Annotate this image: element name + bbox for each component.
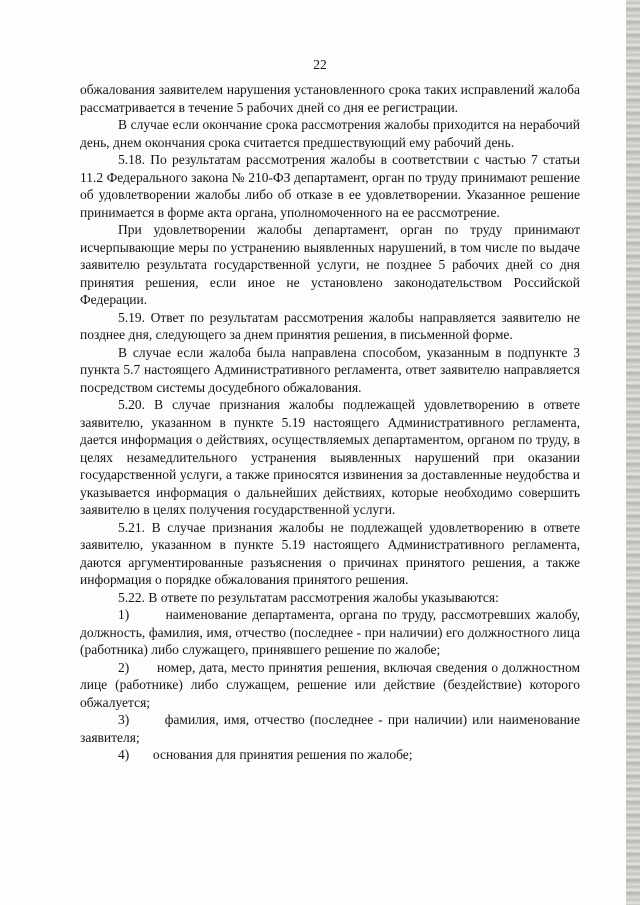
list-item-number: 2) bbox=[118, 659, 130, 675]
list-item-text: основания для принятия решения по жалобе; bbox=[152, 747, 413, 762]
list-item bbox=[80, 659, 580, 712]
list-item-number: 1) bbox=[118, 607, 130, 622]
paragraph: обжалования заявителем нарушения установленного срока таких исправлений жалоба рассматривается в течение 5 рабочих дней со дня ее регистрации. bbox=[80, 82, 580, 115]
paragraph: В случае если окончание срока рассмотрения жалобы приходится на нерабочий день, днем окончания срока считается предшествующий ему рабочий день. bbox=[80, 117, 580, 150]
list-item-number: 4) bbox=[118, 747, 130, 762]
paragraph: 5.20. В случае признания жалобы подлежащей удовлетворению в ответе заявителю, указанном в пункте 5.19 настоящего Административного регламента, дается информация о действиях, осуществляемых департаментом, органом по труду, в целях незамедлительного устранения выявленных нарушений при оказании государственной услуги, а также приносятся извинения за доставленные неудобства и указывается информация о дальнейших действиях, которые необходимо совершить заявителю в целях получения государственной услуги. bbox=[80, 397, 580, 517]
paragraph: 5.22. В ответе по результатам рассмотрения жалобы указываются: bbox=[118, 589, 499, 605]
list-item bbox=[80, 606, 580, 659]
paragraph: 5.19. Ответ по результатам рассмотрения жалобы направляется заявителю не позднее дня, следующего за днем принятия решения, в письменной форме. bbox=[80, 309, 580, 342]
paragraph: В случае если жалоба была направлена способом, указанным в подпункте 3 пункта 5.7 настоящего Административного регламента, ответ заявителю направляется посредством системы досудебного обжалования. bbox=[80, 344, 580, 395]
list-item-text: номер, дата, место принятия решения, включая сведения о должностном лице (работнике) либо служащем, решение или действие (бездействие) которого обжалуется; bbox=[80, 659, 580, 710]
paragraph: 5.18. По результатам рассмотрения жалобы в соответствии с частью 7 статьи 11.2 Федерального закона № 210-ФЗ департамент, орган по труду принимают решение об удовлетворении жалобы либо об отказе в ее удовлетворении. Указанное решение принимается в форме акта органа, уполномоченного на ее рассмотрение. bbox=[80, 152, 580, 220]
list-item-text: фамилия, имя, отчество (последнее - при наличии) или наименование заявителя; bbox=[80, 712, 581, 745]
page-number: 22 bbox=[313, 57, 327, 72]
document-body bbox=[80, 81, 580, 764]
list-item bbox=[80, 746, 580, 764]
list-item-text: наименование департамента, органа по труду, рассмотревших жалобу, должность, фамилия, имя, отчество (последнее - при наличии) его должностного лица (работника) либо служащего, принявшего решение по жалобе; bbox=[80, 607, 580, 657]
list-item-number: 3) bbox=[118, 712, 130, 727]
list-item bbox=[80, 711, 580, 746]
scan-edge-artifact bbox=[626, 0, 640, 905]
paragraph: 5.21. В случае признания жалобы не подлежащей удовлетворению в ответе заявителю, указанном в пункте 5.19 настоящего Административного регламента, даются аргументированные разъяснения о причинах принятого решения, а также информация о порядке обжалования принятого решения. bbox=[80, 519, 580, 587]
paragraph: При удовлетворении жалобы департамент, орган по труду принимают исчерпывающие меры по устранению выявленных нарушений, в том числе по выдаче заявителю результата государственной услуги, не позднее 5 рабочих дней со дня принятия решения, если иное не установлено законодательством Российской Федерации. bbox=[80, 222, 580, 307]
